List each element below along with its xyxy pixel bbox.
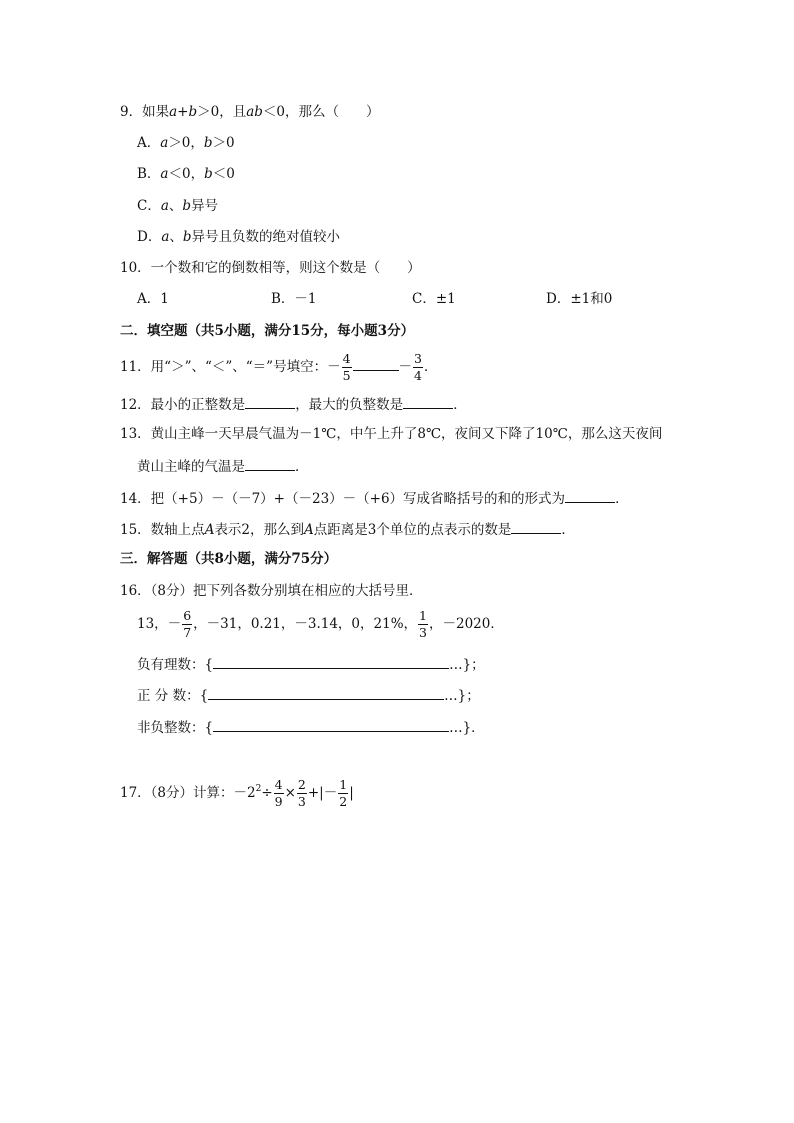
denominator: 5 <box>342 367 351 383</box>
numerator: 6 <box>183 608 192 623</box>
var-b: b <box>204 166 213 182</box>
question-13-line1: 13．黄山主峰一天早晨气温为－1℃，中午上升了8℃，夜间又下降了10℃，那么这天夜间 <box>120 426 663 442</box>
numerator: 1 <box>339 777 348 792</box>
answer-blank[interactable] <box>213 717 449 732</box>
denominator: 2 <box>339 793 348 809</box>
fraction-4-5 <box>342 353 352 382</box>
section-2-heading: 二．填空题（共5小题，满分15分，每小题3分） <box>120 323 415 339</box>
numerator: 4 <box>342 351 351 366</box>
q10-option-b: B．－1 <box>271 291 317 307</box>
answer-blank[interactable] <box>245 394 295 409</box>
answer-blank[interactable] <box>511 519 561 534</box>
option-text: ＜0 <box>212 166 235 182</box>
q10-option-a: A．1 <box>137 291 169 307</box>
set-negative-rational <box>137 654 485 674</box>
q15-text: 点距离是3个单位的点表示的数是 <box>313 522 512 538</box>
section-3-heading: 三．解答题（共8小题，满分75分） <box>120 551 338 567</box>
period: ． <box>615 491 629 507</box>
q12-text: 12．最小的正整数是 <box>120 397 246 413</box>
var-b: b <box>182 229 192 245</box>
fraction-1-3 <box>418 610 428 639</box>
option-text: ＞0 <box>212 135 235 151</box>
var-A: A <box>204 522 215 538</box>
q15-text: 表示2，那么到 <box>214 522 305 538</box>
exponent: 2 <box>255 784 262 794</box>
var-b: b <box>182 198 192 214</box>
option-text: 、 <box>169 229 183 245</box>
numerator: 1 <box>419 608 427 623</box>
answer-blank[interactable] <box>403 394 453 409</box>
var-a: a <box>161 229 170 245</box>
q9-option-c <box>137 197 218 215</box>
q16-number-list <box>137 606 504 642</box>
numbers-text: ，－31，0.21，－3.14，0，21%， <box>193 616 418 632</box>
numbers-text: ，－2020． <box>428 616 504 632</box>
question-13-line2 <box>137 456 309 476</box>
q9-cond2: ab <box>246 104 263 120</box>
denominator: 7 <box>183 624 192 640</box>
denominator: 4 <box>414 367 422 383</box>
q13-text: 黄山主峰的气温是 <box>137 459 245 475</box>
q9-cond2-rest: ＜0，那么（ ） <box>262 104 380 120</box>
question-17 <box>120 775 354 811</box>
denominator: 3 <box>297 793 306 809</box>
set-end: …}； <box>444 688 480 704</box>
set-label: 负有理数：{ <box>137 657 214 673</box>
period: ． <box>453 397 467 413</box>
fraction-1-2 <box>338 779 348 808</box>
divide-sign: ÷ <box>261 785 273 801</box>
question-11 <box>120 349 438 385</box>
question-15 <box>120 519 575 539</box>
period: ． <box>561 522 575 538</box>
q10-option-d: D．±1和0 <box>546 291 613 307</box>
times-sign: × <box>284 785 296 801</box>
q9-prefix: 9．如果 <box>120 104 170 120</box>
answer-blank[interactable] <box>565 488 615 503</box>
answer-blank[interactable] <box>353 356 399 371</box>
option-text: ＞0， <box>168 135 204 151</box>
q15-text: 15．数轴上点 <box>120 522 205 538</box>
option-text: 异号且负数的绝对值较小 <box>191 229 341 245</box>
var-a: a <box>160 166 169 182</box>
numerator: 4 <box>274 777 283 792</box>
set-nonnegative-integer <box>137 717 485 737</box>
option-label: B． <box>137 166 161 182</box>
q17-prefix: 17．（8分）计算：－2 <box>120 785 256 801</box>
set-end: …}． <box>449 720 485 736</box>
q9-option-b <box>137 165 235 183</box>
q9-cond1-rest: ＞0，且 <box>197 104 247 120</box>
option-label: D． <box>137 229 162 245</box>
denominator: 9 <box>274 793 283 809</box>
option-label: C． <box>137 198 161 214</box>
period: ． <box>295 459 309 475</box>
q9-cond1: a+b <box>169 104 198 120</box>
option-label: A． <box>137 135 161 151</box>
q9-option-d <box>137 228 340 246</box>
question-12 <box>120 394 467 414</box>
q9-option-a <box>137 134 235 152</box>
set-label: 正 分 数：{ <box>137 688 209 704</box>
plus-abs-open: +|－ <box>307 785 338 801</box>
numerator: 3 <box>414 351 422 366</box>
numerator: 2 <box>297 777 306 792</box>
fraction-4-9 <box>274 779 284 808</box>
q12-text: ，最大的负整数是 <box>295 397 404 413</box>
minus-sign: － <box>398 359 413 375</box>
var-a: a <box>160 198 169 214</box>
abs-close: | <box>349 785 354 801</box>
option-text: 、 <box>168 198 183 214</box>
fraction-6-7 <box>182 610 192 639</box>
q11-prefix: 11．用“＞”、“＜”、“＝”号填空：－ <box>120 359 341 375</box>
question-14 <box>120 488 629 508</box>
set-label: 非负整数：{ <box>137 720 214 736</box>
fraction-3-4 <box>413 353 423 382</box>
option-text: 异号 <box>191 198 219 214</box>
period: ． <box>424 359 438 375</box>
option-text: ＜0， <box>168 166 205 182</box>
question-10-stem: 10．一个数和它的倒数相等，则这个数是（ ） <box>120 260 421 276</box>
set-end: …}； <box>449 657 485 673</box>
answer-blank[interactable] <box>208 685 444 700</box>
set-positive-fraction <box>137 685 480 705</box>
q14-text: 14．把（+5）－（－7）+（－23）－（+6）写成省略括号的和的形式为 <box>120 491 566 507</box>
var-b: b <box>203 135 213 151</box>
q10-option-c: C．±1 <box>412 291 456 307</box>
var-A: A <box>304 522 314 538</box>
question-16-stem: 16．（8分）把下列各数分别填在相应的大括号里． <box>120 583 423 599</box>
numbers-text: 13，－ <box>137 616 182 632</box>
answer-blank[interactable] <box>245 456 295 471</box>
var-a: a <box>160 135 169 151</box>
denominator: 3 <box>419 624 427 640</box>
question-9-stem <box>120 103 380 121</box>
fraction-2-3 <box>297 779 307 808</box>
answer-blank[interactable] <box>213 654 449 669</box>
